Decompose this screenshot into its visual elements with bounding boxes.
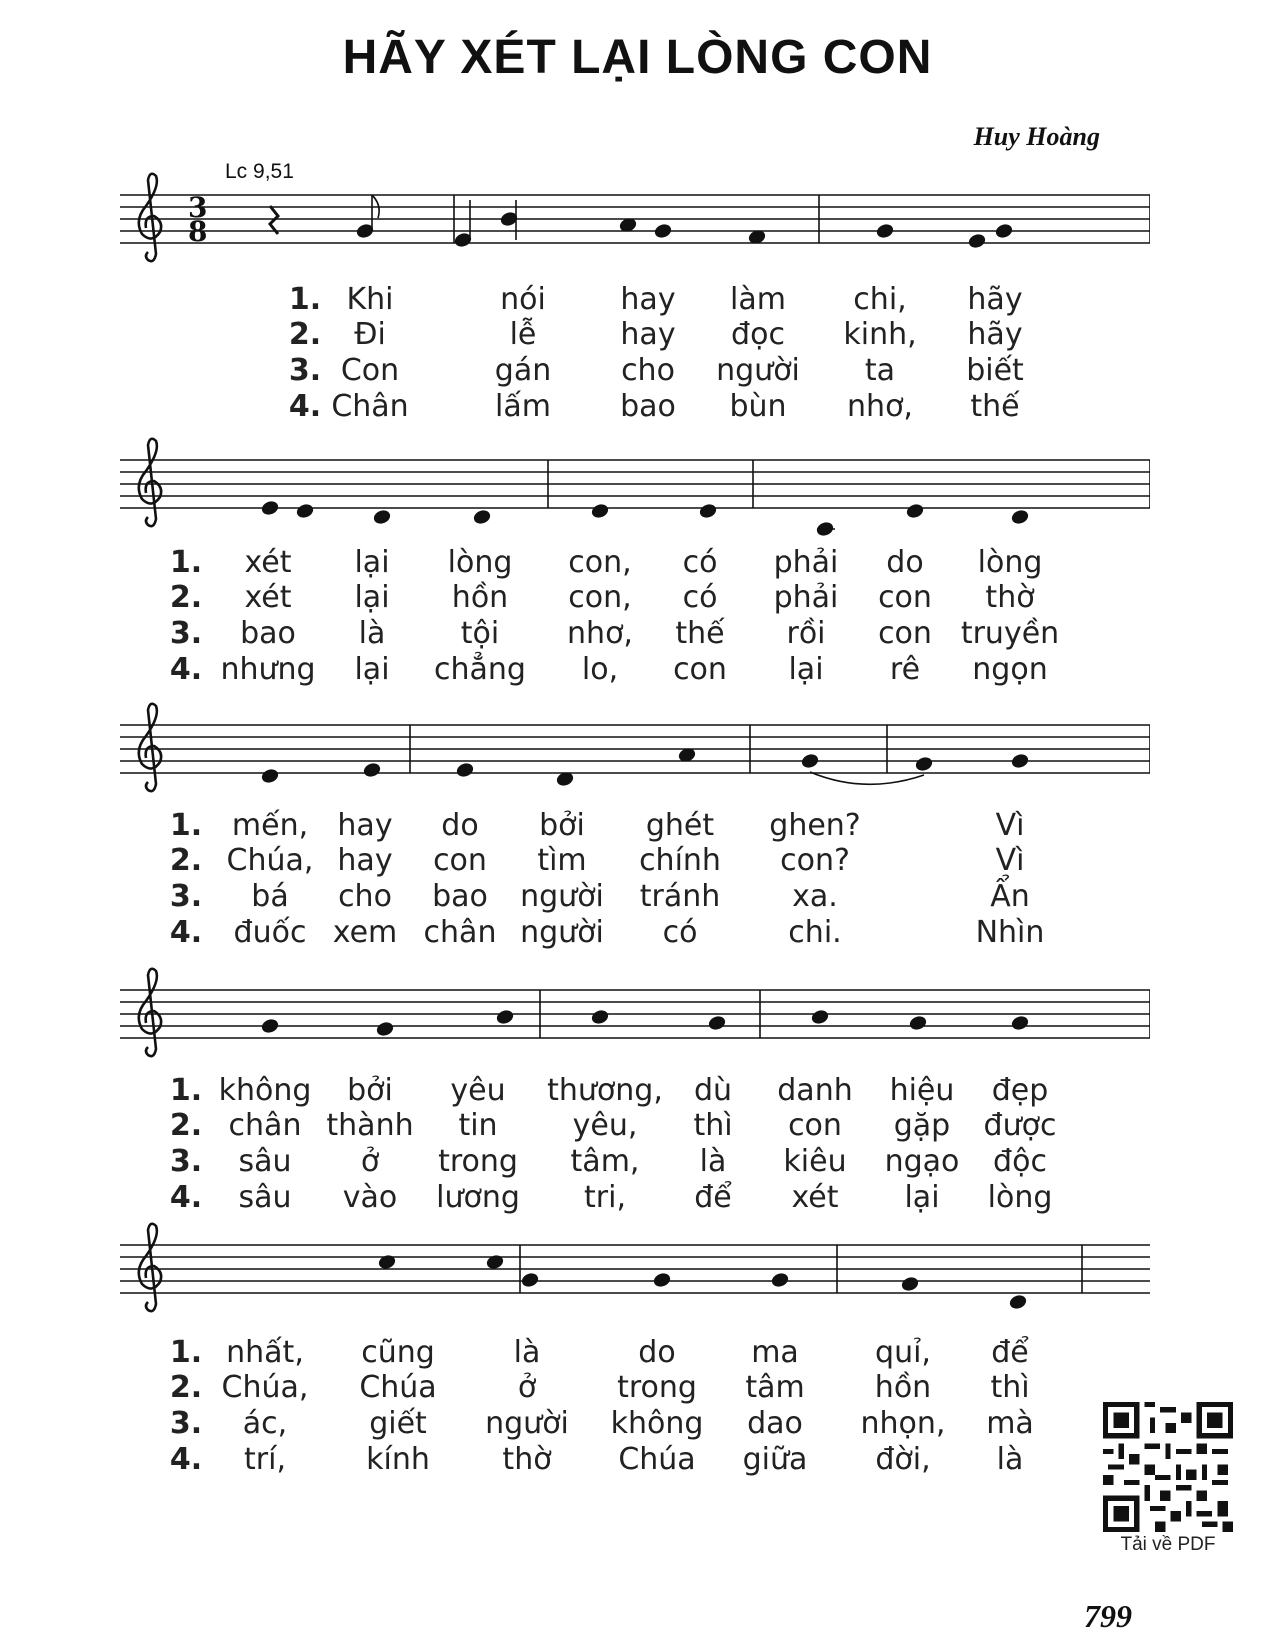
- music-staff-5: [120, 1210, 1150, 1350]
- lyric-line: [0, 1073, 1275, 1110]
- verse-number: 3.: [169, 1406, 203, 1441]
- lyric-syllable: chân: [423, 915, 497, 950]
- lyric-syllable: dù: [693, 1073, 733, 1108]
- lyric-syllable: Con: [340, 353, 400, 388]
- lyric-syllable: ta: [864, 353, 896, 388]
- notes: [261, 747, 1029, 786]
- time-signature-top: 3: [188, 191, 208, 224]
- lyric-syllable: do: [638, 1335, 676, 1370]
- lyric-syllable: Nhìn: [975, 915, 1045, 950]
- lyric-syllable: lo,: [581, 652, 619, 687]
- lyric-syllable: là: [513, 1335, 541, 1370]
- lyric-syllable: lòng: [987, 1180, 1053, 1215]
- lyric-syllable: hãy: [967, 282, 1023, 317]
- lyric-syllable: không: [610, 1406, 704, 1441]
- verse-number: 3.: [169, 1144, 203, 1179]
- verse-number: 4.: [169, 1442, 203, 1477]
- lyric-line: [0, 1335, 1275, 1372]
- lyric-syllable: có: [662, 915, 698, 950]
- lyric-syllable: thương,: [547, 1073, 663, 1108]
- lyric-syllable: kinh,: [843, 317, 917, 352]
- lyric-syllable: nhơ,: [567, 616, 633, 651]
- verse-number: 4.: [169, 915, 203, 950]
- lyric-syllable: tâm: [745, 1370, 805, 1405]
- treble-clef-icon: [139, 704, 161, 791]
- lyric-syllable: trong: [617, 1370, 697, 1405]
- lyric-syllable: bùn: [729, 389, 787, 424]
- lyric-syllable: tâm,: [570, 1144, 640, 1179]
- lyric-syllable: yêu,: [572, 1108, 638, 1143]
- lyric-syllable: Khi: [346, 282, 394, 317]
- lyric-syllable: để: [991, 1335, 1029, 1370]
- lyric-syllable: độc: [993, 1144, 1047, 1179]
- lyric-syllable: bao: [240, 616, 296, 651]
- lyric-syllable: hay: [337, 843, 393, 878]
- lyric-syllable: thờ: [502, 1442, 552, 1477]
- lyric-syllable: lại: [354, 580, 390, 615]
- lyric-syllable: chi,: [853, 282, 907, 317]
- lyric-syllable: ác,: [242, 1406, 288, 1441]
- lyrics-block-4: [0, 1073, 1275, 1223]
- composer-name: Huy Hoàng: [973, 122, 1100, 151]
- lyric-syllable: ghét: [645, 808, 715, 843]
- lyric-syllable: Chân: [331, 389, 409, 424]
- lyric-syllable: thì: [693, 1108, 733, 1143]
- verse-number: 1.: [288, 282, 322, 317]
- lyric-syllable: kính: [366, 1442, 430, 1477]
- lyric-syllable: ở: [360, 1144, 380, 1179]
- verse-number: 2.: [169, 1370, 203, 1405]
- verse-number: 4.: [169, 1180, 203, 1215]
- lyric-syllable: nhất,: [226, 1335, 304, 1370]
- lyric-syllable: được: [983, 1108, 1057, 1143]
- lyric-syllable: hồn: [451, 580, 509, 615]
- lyric-syllable: sâu: [238, 1180, 292, 1215]
- lyric-syllable: hay: [620, 282, 676, 317]
- lyric-syllable: ghen?: [769, 808, 861, 843]
- lyric-syllable: Vì: [995, 843, 1025, 878]
- lyric-syllable: cũng: [361, 1335, 435, 1370]
- lyric-syllable: lại: [788, 652, 824, 687]
- lyric-syllable: rồi: [786, 616, 826, 651]
- lyric-line: [0, 1406, 1275, 1443]
- lyric-syllable: đời,: [875, 1442, 931, 1477]
- treble-clef-icon: [139, 1224, 161, 1311]
- lyric-syllable: con?: [780, 843, 850, 878]
- lyric-syllable: con: [788, 1108, 842, 1143]
- verse-number: 2.: [169, 1108, 203, 1143]
- lyric-syllable: nhưng: [220, 652, 316, 687]
- lyric-syllable: xem: [332, 915, 398, 950]
- lyric-syllable: xét: [791, 1180, 839, 1215]
- lyric-line: [0, 652, 1275, 689]
- lyric-syllable: người: [520, 879, 604, 914]
- lyrics-block-3: [0, 808, 1275, 958]
- lyric-syllable: phải: [773, 545, 839, 580]
- lyric-syllable: bao: [620, 389, 676, 424]
- lyric-syllable: rê: [889, 652, 921, 687]
- lyric-syllable: nhọn,: [860, 1406, 946, 1441]
- verse-number: 1.: [169, 1073, 203, 1108]
- lyric-syllable: gặp: [893, 1108, 951, 1143]
- qr-download-caption[interactable]: Tải về PDF: [1120, 1534, 1216, 1555]
- lyric-syllable: làm: [730, 282, 786, 317]
- lyric-syllable: thế: [970, 389, 1020, 424]
- lyric-line: [0, 1442, 1275, 1479]
- lyric-syllable: lại: [354, 652, 390, 687]
- verse-number: 1.: [169, 545, 203, 580]
- lyric-syllable: do: [441, 808, 479, 843]
- lyric-syllable: dao: [747, 1406, 803, 1441]
- scripture-reference: Lc 9,51: [225, 160, 294, 183]
- lyric-syllable: gán: [494, 353, 552, 388]
- lyric-syllable: tránh: [639, 879, 721, 914]
- lyric-syllable: con,: [568, 580, 632, 615]
- lyric-syllable: mà: [986, 1406, 1034, 1441]
- lyric-syllable: tin: [458, 1108, 498, 1143]
- lyric-syllable: Đi: [354, 317, 386, 352]
- lyric-syllable: nói: [500, 282, 546, 317]
- lyric-line: [0, 843, 1275, 880]
- lyric-syllable: tri,: [584, 1180, 626, 1215]
- notes: [378, 1254, 1027, 1309]
- lyrics-block-5: [0, 1335, 1275, 1485]
- lyric-syllable: là: [358, 616, 386, 651]
- lyric-syllable: nhơ,: [847, 389, 913, 424]
- notes: [261, 500, 1029, 536]
- lyric-syllable: chân: [228, 1108, 302, 1143]
- lyric-syllable: kiêu: [783, 1144, 847, 1179]
- lyric-syllable: không: [218, 1073, 312, 1108]
- lyric-syllable: vào: [342, 1180, 398, 1215]
- page-number: 799: [1084, 1598, 1132, 1634]
- lyric-syllable: ngạo: [884, 1144, 960, 1179]
- lyric-syllable: tội: [460, 616, 500, 651]
- lyric-syllable: là: [699, 1144, 727, 1179]
- lyric-syllable: con: [878, 616, 932, 651]
- lyric-line: [0, 580, 1275, 617]
- lyric-syllable: Chúa: [618, 1442, 696, 1477]
- lyric-syllable: chi.: [788, 915, 842, 950]
- lyric-syllable: bao: [432, 879, 488, 914]
- lyric-syllable: trong: [438, 1144, 518, 1179]
- lyric-syllable: bởi: [539, 808, 585, 843]
- lyric-syllable: cho: [621, 353, 675, 388]
- lyric-line: [0, 616, 1275, 653]
- lyric-line: [0, 1144, 1275, 1181]
- lyric-syllable: có: [682, 545, 718, 580]
- lyric-syllable: Vì: [995, 808, 1025, 843]
- lyric-syllable: con: [878, 580, 932, 615]
- verse-number: 3.: [169, 616, 203, 651]
- lyric-syllable: chẳng: [434, 652, 526, 687]
- rest-symbol: [270, 206, 278, 234]
- verse-number: 3.: [169, 879, 203, 914]
- lyric-syllable: thờ: [985, 580, 1035, 615]
- lyric-syllable: hồn: [874, 1370, 932, 1405]
- lyric-syllable: ma: [751, 1335, 799, 1370]
- lyric-syllable: Chúa: [359, 1370, 437, 1405]
- time-signature: [188, 191, 207, 248]
- lyric-syllable: hay: [620, 317, 676, 352]
- lyric-syllable: sâu: [238, 1144, 292, 1179]
- staff-lines: [120, 460, 1150, 508]
- verse-number: 3.: [288, 353, 322, 388]
- lyric-syllable: hãy: [967, 317, 1023, 352]
- lyric-syllable: bá: [251, 879, 289, 914]
- lyric-syllable: con: [433, 843, 487, 878]
- lyric-syllable: bởi: [347, 1073, 393, 1108]
- lyric-line: [0, 389, 1275, 426]
- lyric-line: [0, 545, 1275, 582]
- lyric-syllable: thế: [675, 616, 725, 651]
- verse-number: 1.: [169, 808, 203, 843]
- verse-number: 4.: [288, 389, 322, 424]
- staff-lines: [120, 725, 1150, 773]
- lyric-syllable: lòng: [447, 545, 513, 580]
- lyric-syllable: Ẩn: [990, 879, 1030, 914]
- lyric-syllable: trí,: [244, 1442, 286, 1477]
- time-signature-bottom: 8: [188, 215, 208, 248]
- lyric-syllable: lòng: [977, 545, 1043, 580]
- lyric-syllable: quỉ,: [875, 1335, 931, 1370]
- verse-number: 2.: [169, 843, 203, 878]
- lyric-syllable: truyền: [960, 616, 1060, 651]
- lyric-syllable: lấm: [495, 389, 551, 424]
- lyric-syllable: danh: [777, 1073, 853, 1108]
- qr-code[interactable]: [1103, 1402, 1233, 1532]
- lyric-syllable: lại: [904, 1180, 940, 1215]
- lyric-syllable: lại: [354, 545, 390, 580]
- lyric-syllable: để: [694, 1180, 732, 1215]
- lyric-syllable: người: [485, 1406, 569, 1441]
- staff-lines: [120, 990, 1150, 1038]
- lyric-syllable: xét: [244, 580, 292, 615]
- lyric-syllable: lương: [436, 1180, 520, 1215]
- lyric-line: [0, 915, 1275, 952]
- verse-number: 2.: [288, 317, 322, 352]
- lyrics-block-2: [0, 545, 1275, 695]
- lyric-syllable: đuốc: [233, 915, 307, 950]
- lyric-syllable: yêu: [450, 1073, 506, 1108]
- verse-number: 1.: [169, 1335, 203, 1370]
- lyric-syllable: phải: [773, 580, 839, 615]
- lyric-syllable: hay: [337, 808, 393, 843]
- lyric-syllable: lễ: [509, 317, 537, 352]
- lyric-syllable: thành: [326, 1108, 414, 1143]
- lyric-syllable: là: [996, 1442, 1024, 1477]
- lyric-syllable: xa.: [792, 879, 838, 914]
- lyric-syllable: con: [673, 652, 727, 687]
- lyric-syllable: Chúa,: [221, 1370, 309, 1405]
- music-staff-1: [120, 160, 1150, 300]
- lyric-line: [0, 353, 1275, 390]
- lyric-syllable: do: [886, 545, 924, 580]
- lyric-syllable: người: [520, 915, 604, 950]
- lyric-syllable: chính: [639, 843, 721, 878]
- lyric-syllable: thì: [990, 1370, 1030, 1405]
- lyric-syllable: con,: [568, 545, 632, 580]
- treble-clef-icon: [139, 174, 161, 261]
- lyric-syllable: ở: [517, 1370, 537, 1405]
- lyric-syllable: ngọn: [972, 652, 1048, 687]
- lyric-line: [0, 1108, 1275, 1145]
- lyric-syllable: người: [716, 353, 800, 388]
- music-staff-2: [120, 425, 1150, 565]
- lyric-line: [0, 1370, 1275, 1407]
- lyric-syllable: tìm: [537, 843, 587, 878]
- lyric-line: [0, 317, 1275, 354]
- lyric-syllable: biết: [966, 353, 1024, 388]
- lyric-line: [0, 879, 1275, 916]
- staff-lines: [120, 1245, 1150, 1293]
- lyric-syllable: giữa: [742, 1442, 808, 1477]
- lyric-syllable: đẹp: [991, 1073, 1049, 1108]
- lyric-line: [0, 282, 1275, 319]
- lyric-syllable: giết: [369, 1406, 427, 1441]
- lyrics-block-1: [0, 282, 1275, 432]
- treble-clef-icon: [139, 969, 161, 1056]
- lyric-syllable: mến,: [231, 808, 309, 843]
- lyric-syllable: Chúa,: [226, 843, 314, 878]
- lyric-syllable: hiệu: [889, 1073, 955, 1108]
- lyric-syllable: có: [682, 580, 718, 615]
- lyric-syllable: đọc: [731, 317, 785, 352]
- lyric-syllable: cho: [338, 879, 392, 914]
- page-title: HÃY XÉT LẠI LÒNG CON: [342, 31, 933, 84]
- lyric-syllable: xét: [244, 545, 292, 580]
- treble-clef-icon: [139, 439, 161, 526]
- lyric-line: [0, 808, 1275, 845]
- verse-number: 4.: [169, 652, 203, 687]
- verse-number: 2.: [169, 580, 203, 615]
